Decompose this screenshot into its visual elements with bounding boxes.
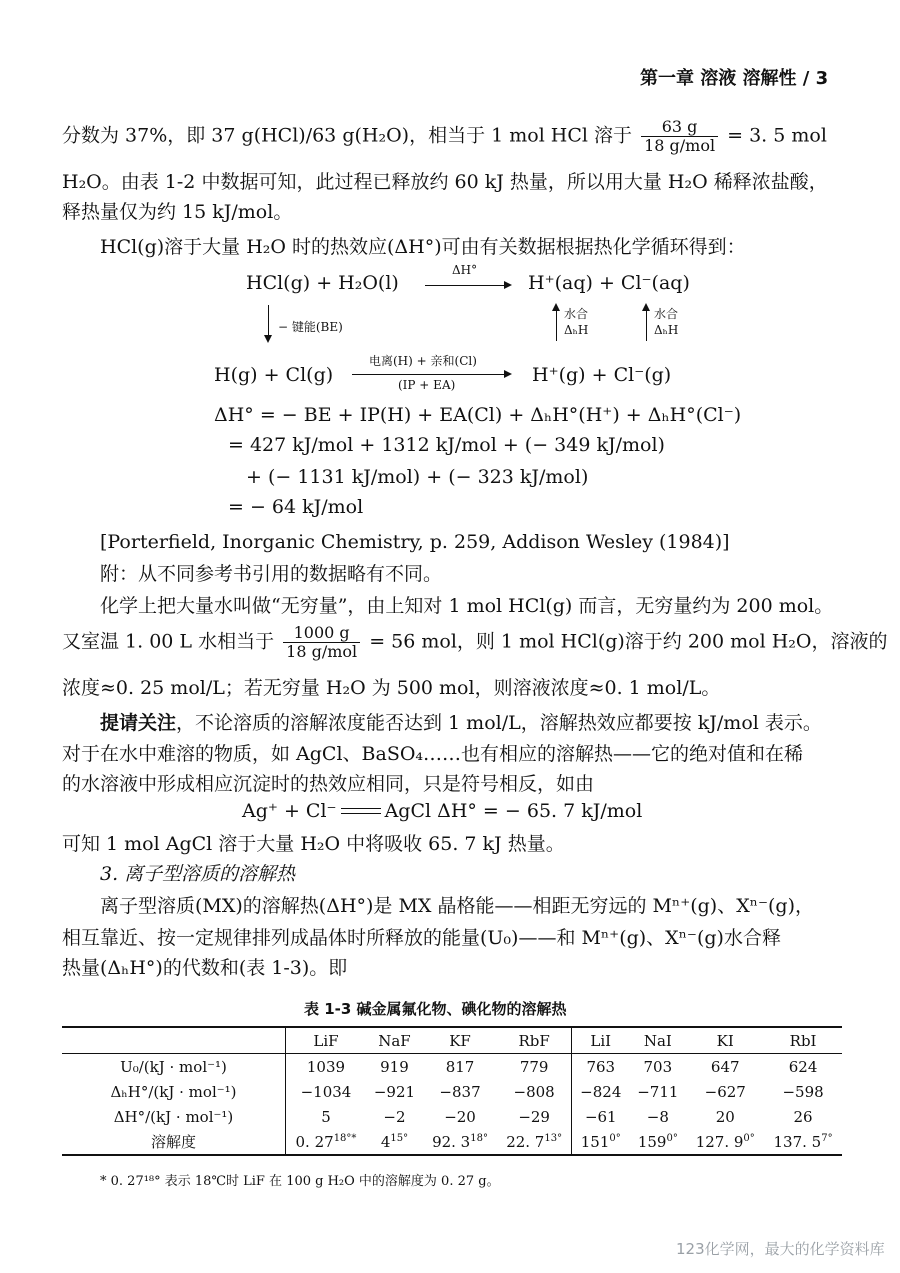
cycle-top-right: H⁺(aq) + Cl⁻(aq) — [528, 272, 690, 294]
table-cell: 624 — [788, 1057, 818, 1076]
cycle-bottom-left: H(g) + Cl(g) — [214, 364, 334, 386]
table-cell: −20 — [444, 1107, 476, 1126]
cycle-bottom-arrow-bottom-label: (IP + EA) — [398, 378, 456, 392]
table-header-cell: LiF — [286, 1027, 366, 1054]
para1-line1-pre: 分数为 37%，即 37 g(HCl)/63 g(H₂O)，相当于 1 mol HCl 溶于 — [62, 124, 633, 147]
table-cell: 22. $7^{13^\circ}$ — [506, 1132, 563, 1151]
para3-line2 — [62, 624, 888, 661]
para2-line1: HCl(g)溶于大量 H₂O 时的热效应(ΔH°)可由有关数据根据热化学循环得到： — [100, 236, 746, 258]
cycle-hydration-arrow-2 — [646, 305, 647, 341]
para3-line1: 化学上把大量水叫做“无穷量”，由上知对 1 mol HCl(g) 而言，无穷量约为 200 mol。 — [100, 595, 834, 617]
cycle-top-arrow-label: ΔH° — [452, 263, 478, 277]
para5-line2: 相互靠近、按一定规律排列成晶体时所释放的能量(U₀)——和 Mⁿ⁺(g)、Xⁿ⁻(g)水合释 — [62, 927, 781, 949]
cycle-hyd1-b: ΔₕH — [564, 323, 589, 337]
cycle-left-arrow-label: − 键能(BE) — [278, 320, 343, 334]
temp-superscript: 0° — [609, 1132, 621, 1144]
table-cell: 5 — [286, 1104, 366, 1129]
table-cell: 919 — [380, 1057, 409, 1076]
cycle-hydration-arrow-1 — [556, 305, 557, 341]
table-cell: −2 — [383, 1107, 406, 1126]
table-cell: 20 — [715, 1107, 735, 1126]
cycle-bottom-arrow-top-label: 电离(H) + 亲和(Cl) — [369, 354, 477, 368]
table-cell: −837 — [439, 1082, 481, 1101]
para4-line1 — [100, 709, 822, 737]
section3-title: 3. 离子型溶质的溶解热 — [100, 863, 296, 885]
table-footnote: * 0. 27¹⁸° 表示 18℃时 LiF 在 100 g H₂O 中的溶解度为 0. 27 g。 — [100, 1174, 500, 1189]
table-cell: 763 — [572, 1054, 630, 1080]
table-cell: 817 — [445, 1057, 475, 1076]
table-cell: −921 — [373, 1082, 416, 1101]
table-cell: $159^{0^\circ}$ — [637, 1132, 678, 1151]
table-header-cell: NaI — [643, 1031, 672, 1050]
table-header-cell: LiI — [572, 1027, 630, 1054]
temp-superscript: 0° — [743, 1132, 755, 1144]
table-row — [62, 1129, 842, 1155]
cycle-top-left: HCl(g) + H₂O(l) — [246, 272, 399, 294]
para4-line4: 可知 1 mol AgCl 溶于大量 H₂O 中将吸收 65. 7 kJ 热量。 — [62, 833, 565, 855]
table-header-cell: KI — [716, 1031, 734, 1050]
agcl-equation — [242, 800, 642, 822]
table-header-cell — [62, 1027, 286, 1054]
table-row — [62, 1054, 842, 1080]
cycle-hyd2-a: 水合 — [654, 307, 679, 321]
cycle-hyd2-b: ΔₕH — [654, 323, 679, 337]
para4-emphasis: 提请关注 — [100, 712, 177, 734]
table-cell: −598 — [782, 1082, 824, 1101]
table-cell: 703 — [643, 1057, 673, 1076]
table-row — [62, 1079, 842, 1104]
table-cell: −711 — [637, 1082, 679, 1101]
table-cell: 137. $5^{7^\circ}$ — [773, 1132, 833, 1151]
para5-line1: 离子型溶质(MX)的溶解热(ΔH°)是 MX 晶格能——相距无穷远的 Mⁿ⁺(g)、Xⁿ⁻(g)， — [100, 895, 814, 917]
fraction-1000-over-18: $\frac{1000 g}{\text{18 g/mol}}$ — [283, 624, 360, 661]
table-cell: 0. $27^{18^\circ*}$ — [286, 1129, 366, 1155]
para3-line3: 浓度≈0. 25 mol/L；若无穷量 H₂O 为 500 mol，则溶液浓度≈0. 1 mol/L。 — [62, 677, 721, 699]
para1-line2: H₂O。由表 1-2 中数据可知，此过程已释放约 60 kJ 热量，所以用大量 H₂O 稀释浓盐酸， — [62, 171, 828, 193]
cycle-bottom-arrow — [352, 374, 510, 375]
table-cell: −29 — [518, 1107, 550, 1126]
table-caption: 表 1-3 碱金属氟化物、碘化物的溶解热 — [304, 1000, 567, 1018]
table-cell: 127. $9^{0^\circ}$ — [695, 1132, 755, 1151]
table-cell: −61 — [572, 1104, 630, 1129]
para3-line2-post: = 56 mol，则 1 mol HCl(g)溶于约 200 mol H₂O，溶液的 — [369, 630, 888, 653]
equilibrium-double-line — [341, 807, 381, 817]
para1-line1 — [62, 118, 827, 155]
temp-superscript: 7° — [821, 1132, 833, 1144]
para4-line2: 对于在水中难溶的物质，如 AgCl、BaSO₄……也有相应的溶解热——它的绝对值和在稀 — [62, 743, 804, 765]
table-header-cell: KF — [449, 1031, 471, 1050]
table-cell: ΔH°/(kJ · mol⁻¹) — [113, 1107, 234, 1126]
solubility-heat-table — [62, 1026, 842, 1156]
agcl-eq-left: Ag⁺ + Cl⁻ — [242, 800, 337, 822]
table-cell: U₀/(kJ · mol⁻¹) — [120, 1057, 227, 1076]
watermark: 123化学网，最大的化学资料库 — [676, 1240, 885, 1258]
para3-line2-pre: 又室温 1. 00 L 水相当于 — [62, 630, 275, 653]
fraction-63-over-18: $\frac{63 g}{\text{18 g/mol}}$ — [641, 118, 718, 155]
calc-line3: + (− 1131 kJ/mol) + (− 323 kJ/mol) — [246, 466, 589, 488]
cycle-top-arrow — [425, 285, 510, 286]
table-cell: 779 — [519, 1057, 549, 1076]
calc-line2: = 427 kJ/mol + 1312 kJ/mol + (− 349 kJ/mol) — [228, 434, 665, 456]
note: 附：从不同参考书引用的数据略有不同。 — [100, 563, 443, 585]
table-cell: 92. $3^{18^\circ}$ — [432, 1132, 488, 1151]
temp-superscript: 13° — [544, 1132, 563, 1144]
page-header: 第一章 溶液 溶解性 / 3 — [640, 68, 829, 89]
para4-line1-rest: ，不论溶质的溶解浓度能否达到 1 mol/L，溶解热效应都要按 kJ/mol 表示。 — [176, 712, 822, 734]
table-header-cell: RbI — [789, 1031, 817, 1050]
table-cell: ΔₕH°/(kJ · mol⁻¹) — [110, 1082, 237, 1101]
agcl-eq-right: AgCl ΔH° = − 65. 7 kJ/mol — [384, 800, 643, 822]
table-cell: −808 — [513, 1082, 555, 1101]
temp-superscript: 0° — [666, 1132, 678, 1144]
table-header-row — [62, 1027, 842, 1054]
temp-superscript: 15° — [390, 1132, 409, 1144]
table-row — [62, 1104, 842, 1129]
table-cell: 26 — [793, 1107, 813, 1126]
table-cell: −824 — [572, 1079, 630, 1104]
table-cell: −8 — [646, 1107, 669, 1126]
para5-line3: 热量(ΔₕH°)的代数和(表 1-3)。即 — [62, 957, 348, 979]
table-cell: −627 — [704, 1082, 746, 1101]
table-cell: $4^{15^\circ}$ — [380, 1132, 409, 1151]
cycle-bottom-right: H⁺(g) + Cl⁻(g) — [532, 364, 672, 386]
temp-superscript: 18°* — [333, 1132, 357, 1144]
table-cell: 647 — [710, 1057, 740, 1076]
cycle-hyd1-a: 水合 — [564, 307, 589, 321]
table-header-cell: NaF — [378, 1031, 411, 1050]
table-header-cell: RbF — [518, 1031, 550, 1050]
cycle-left-down-arrow — [268, 305, 269, 341]
calc-line4: = − 64 kJ/mol — [228, 496, 364, 518]
table-cell: 1039 — [286, 1054, 366, 1080]
para4-line3: 的水溶液中形成相应沉淀时的热效应相同，只是符号相反，如由 — [62, 773, 595, 795]
temp-superscript: 18° — [470, 1132, 488, 1144]
reference-citation: [Porterfield, Inorganic Chemistry, p. 259, Addison Wesley (1984)] — [100, 531, 730, 553]
para1-line1-post: = 3. 5 mol — [727, 124, 827, 147]
para1-line3: 释热量仅为约 15 kJ/mol。 — [62, 201, 293, 223]
table-cell: −1034 — [286, 1079, 366, 1104]
table-cell: 溶解度 — [150, 1133, 196, 1151]
table-cell: $151^{0^\circ}$ — [572, 1129, 630, 1155]
calc-line1: ΔH° = − BE + IP(H) + EA(Cl) + ΔₕH°(H⁺) + ΔₕH°(Cl⁻) — [214, 404, 742, 426]
